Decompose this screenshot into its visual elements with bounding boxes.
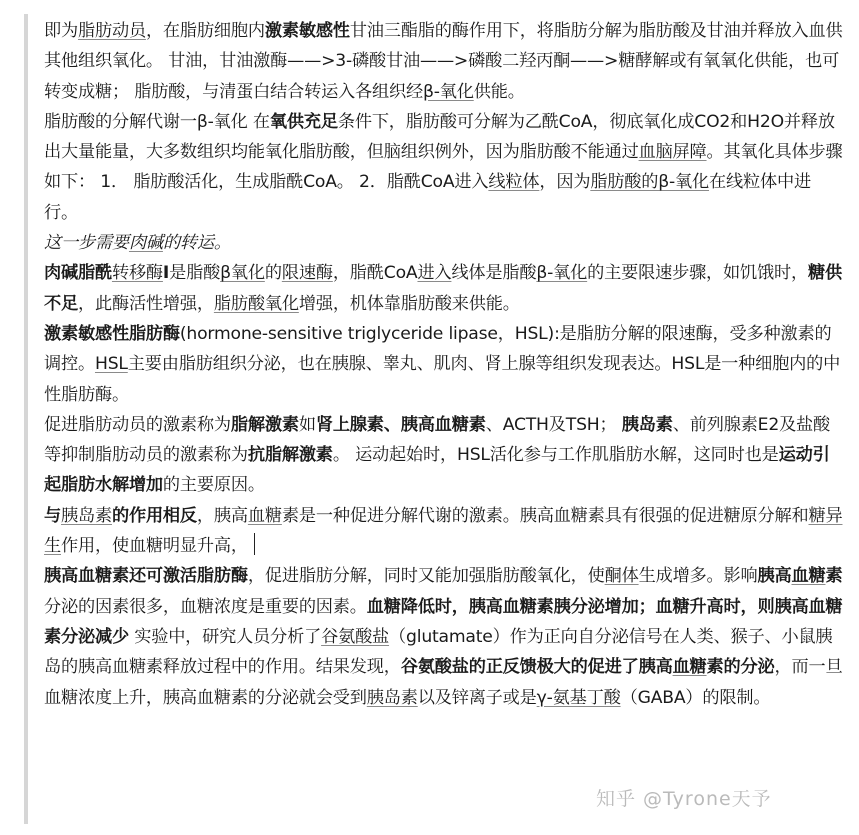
- text-run: 、前列腺素E2及盐酸等抑制脂肪动员的激素称为: [44, 414, 831, 466]
- text-run: 主要由脂肪组织分泌，也在胰腺、睾丸、肌肉、肾上腺等组织发现表达。HSL是一种细胞内的中性脂肪酶。: [44, 354, 841, 405]
- text-run: 促进脂肪动员的激素称为: [44, 414, 231, 435]
- link-text[interactable]: 线粒体: [488, 172, 540, 193]
- text-run: 实验中，研究人员分析了: [128, 626, 322, 647]
- link-text[interactable]: 谷氨酸盐: [321, 626, 390, 647]
- text-run: 胰高血糖素还可激活脂肪酶: [44, 566, 248, 587]
- text-run: 。 运动起始时，HSL活化参与工作肌脂肪水解，这同时也是: [332, 445, 779, 466]
- text-run: 肉碱脂酰: [44, 263, 112, 284]
- text-run: 的转运。: [162, 233, 231, 254]
- link-text[interactable]: β-氧化: [536, 263, 588, 284]
- text-run: 抗脂解激素: [247, 445, 333, 466]
- paragraph: [44, 319, 844, 410]
- paragraph: [44, 501, 844, 562]
- text-run: ，胰高: [196, 505, 248, 526]
- text-run: I: [162, 263, 170, 284]
- text-run: 脂解激素: [230, 414, 299, 435]
- text-run: 胰高: [757, 566, 792, 587]
- text-run: 的主要限速步骤，如饥饿时，: [587, 263, 808, 284]
- text-run: ，此酶活性增强，: [77, 293, 214, 314]
- watermark: 知乎 @Tyrone天予: [596, 788, 772, 810]
- text-run: ，促进脂肪分解，同时又能加强脂肪酸氧化，使: [247, 566, 605, 587]
- text-run: （glutamate）作为正向自分泌信号在人类、猴子、小鼠胰岛的胰高血糖素释放过程中的作用。结果发现，: [44, 626, 833, 678]
- link-text[interactable]: 血糖: [247, 505, 282, 526]
- text-run: (hormone-sensitive triglyceride lipase，HSL):是脂肪分解的限速酶，受多种激素的调控。: [44, 323, 832, 375]
- text-run: 激素敏感性: [264, 21, 350, 41]
- text-run: ，因为: [539, 172, 591, 193]
- link-text[interactable]: 脂肪酸氧化: [213, 293, 299, 314]
- text-run: 谷氨酸盐的正反馈极大的促进了胰高: [400, 657, 673, 678]
- text-run: 。其氧化具体步骤如下： 1． 脂肪酸活化，生成脂酰CoA。 2．脂酰CoA进入: [44, 142, 843, 193]
- paragraph: [44, 561, 844, 712]
- text-run: 素是一种促进分解代谢的激素。胰高血糖素具有很强的促进糖原分解和: [281, 505, 809, 526]
- link-text[interactable]: 肉碱: [128, 233, 163, 254]
- link-text[interactable]: 转移酶: [111, 263, 163, 284]
- text-run: 的: [264, 263, 282, 284]
- link-text[interactable]: β氧化: [220, 263, 265, 284]
- text-run: 素: [825, 566, 843, 587]
- text-run: 素的分泌: [706, 657, 775, 678]
- link-text[interactable]: 进入: [417, 263, 452, 284]
- paragraph: [44, 16, 844, 107]
- text-run: 胰岛素: [621, 414, 673, 435]
- text-run: 的作用相反: [111, 505, 197, 526]
- text-run: ，脂酰CoA: [332, 263, 418, 284]
- text-run: 、ACTH及TSH；: [485, 414, 622, 435]
- text-run: 激素敏感性脂肪酶: [44, 323, 180, 344]
- text-run: ，在脂肪细胞内: [145, 21, 265, 41]
- text-run: 在线粒体中进行。: [44, 172, 811, 223]
- link-text[interactable]: 血糖: [791, 566, 826, 587]
- text-cursor: [254, 533, 255, 555]
- link-text[interactable]: HSL: [94, 354, 128, 375]
- paragraph: [44, 258, 844, 319]
- text-run: 运动引起脂肪水解增加: [44, 445, 830, 496]
- link-text[interactable]: 胰岛素: [61, 505, 112, 526]
- link-text[interactable]: 酮体: [604, 566, 639, 587]
- text-run: 糖供不足: [44, 263, 842, 314]
- text-run: 氧供充足: [269, 111, 338, 132]
- text-run: 即为: [44, 21, 78, 41]
- article-body: [44, 16, 844, 713]
- link-text[interactable]: 脂肪动员: [77, 21, 146, 41]
- text-run: 供能。: [473, 81, 525, 102]
- blockquote-rule: [24, 14, 28, 824]
- text-run: 与: [44, 505, 61, 526]
- link-text[interactable]: 糖异生: [44, 505, 843, 557]
- link-text[interactable]: 限速酶: [281, 263, 333, 284]
- text-run: 条件下，脂肪酸可分解为乙酰CoA，彻底氧化成CO2和H2O并释放出大量能量，大多数组织均能氧化脂肪酸，但脑组织例外，因为脂肪酸不能通过: [44, 111, 835, 163]
- text-run: 作用，使血糖明显升高，: [61, 536, 248, 557]
- text-run: 分泌的因素很多，血糖浓度是重要的因素。: [44, 596, 367, 617]
- link-text[interactable]: 胰岛素: [366, 687, 418, 708]
- text-run: 甘油三酯脂的酶作用下，将脂肪分解为脂肪酸及甘油并释放入血供其他组织氧化。 甘油，甘油激酶——>3-磷酸甘油——>磷酸二羟丙酮——>糖酵解或有氧氧化供能，也可转变成糖； 脂肪酸，与清蛋白结合转运入各组织经: [44, 21, 843, 102]
- link-text[interactable]: 血糖: [672, 657, 707, 678]
- paragraph: [44, 107, 844, 228]
- text-run: 线体是脂酸: [451, 263, 537, 284]
- text-run: 这一步需要: [44, 233, 129, 254]
- text-run: 生成增多。影响: [638, 566, 758, 587]
- text-run: 如: [298, 414, 316, 435]
- text-run: 的主要原因。: [162, 475, 265, 496]
- text-run: 以及锌离子或是: [417, 687, 537, 708]
- text-run: ，而一旦血糖浓度上升，胰高血糖素的分泌就会受到: [44, 657, 843, 708]
- text-run: 脂肪酸的分解代谢一β-氧化 在: [44, 111, 270, 132]
- text-run: 增强，机体靠脂肪酸来供能。: [298, 293, 520, 314]
- text-run: 肾上腺素、胰高血糖素: [315, 414, 486, 435]
- link-text[interactable]: 血脑屏障: [638, 142, 707, 163]
- text-run: 是脂酸: [169, 263, 221, 284]
- link-text[interactable]: γ-氨基丁酸: [536, 687, 621, 708]
- link-text[interactable]: 脂肪酸的β-氧化: [590, 172, 710, 193]
- text-run: （GABA）的限制。: [620, 687, 771, 708]
- text-run: 血糖降低时，胰高血糖素胰分泌增加；血糖升高时，则胰高血糖素分泌减少: [44, 596, 843, 647]
- paragraph: [44, 410, 844, 501]
- link-text[interactable]: β-氧化: [423, 81, 474, 102]
- paragraph: [44, 228, 844, 258]
